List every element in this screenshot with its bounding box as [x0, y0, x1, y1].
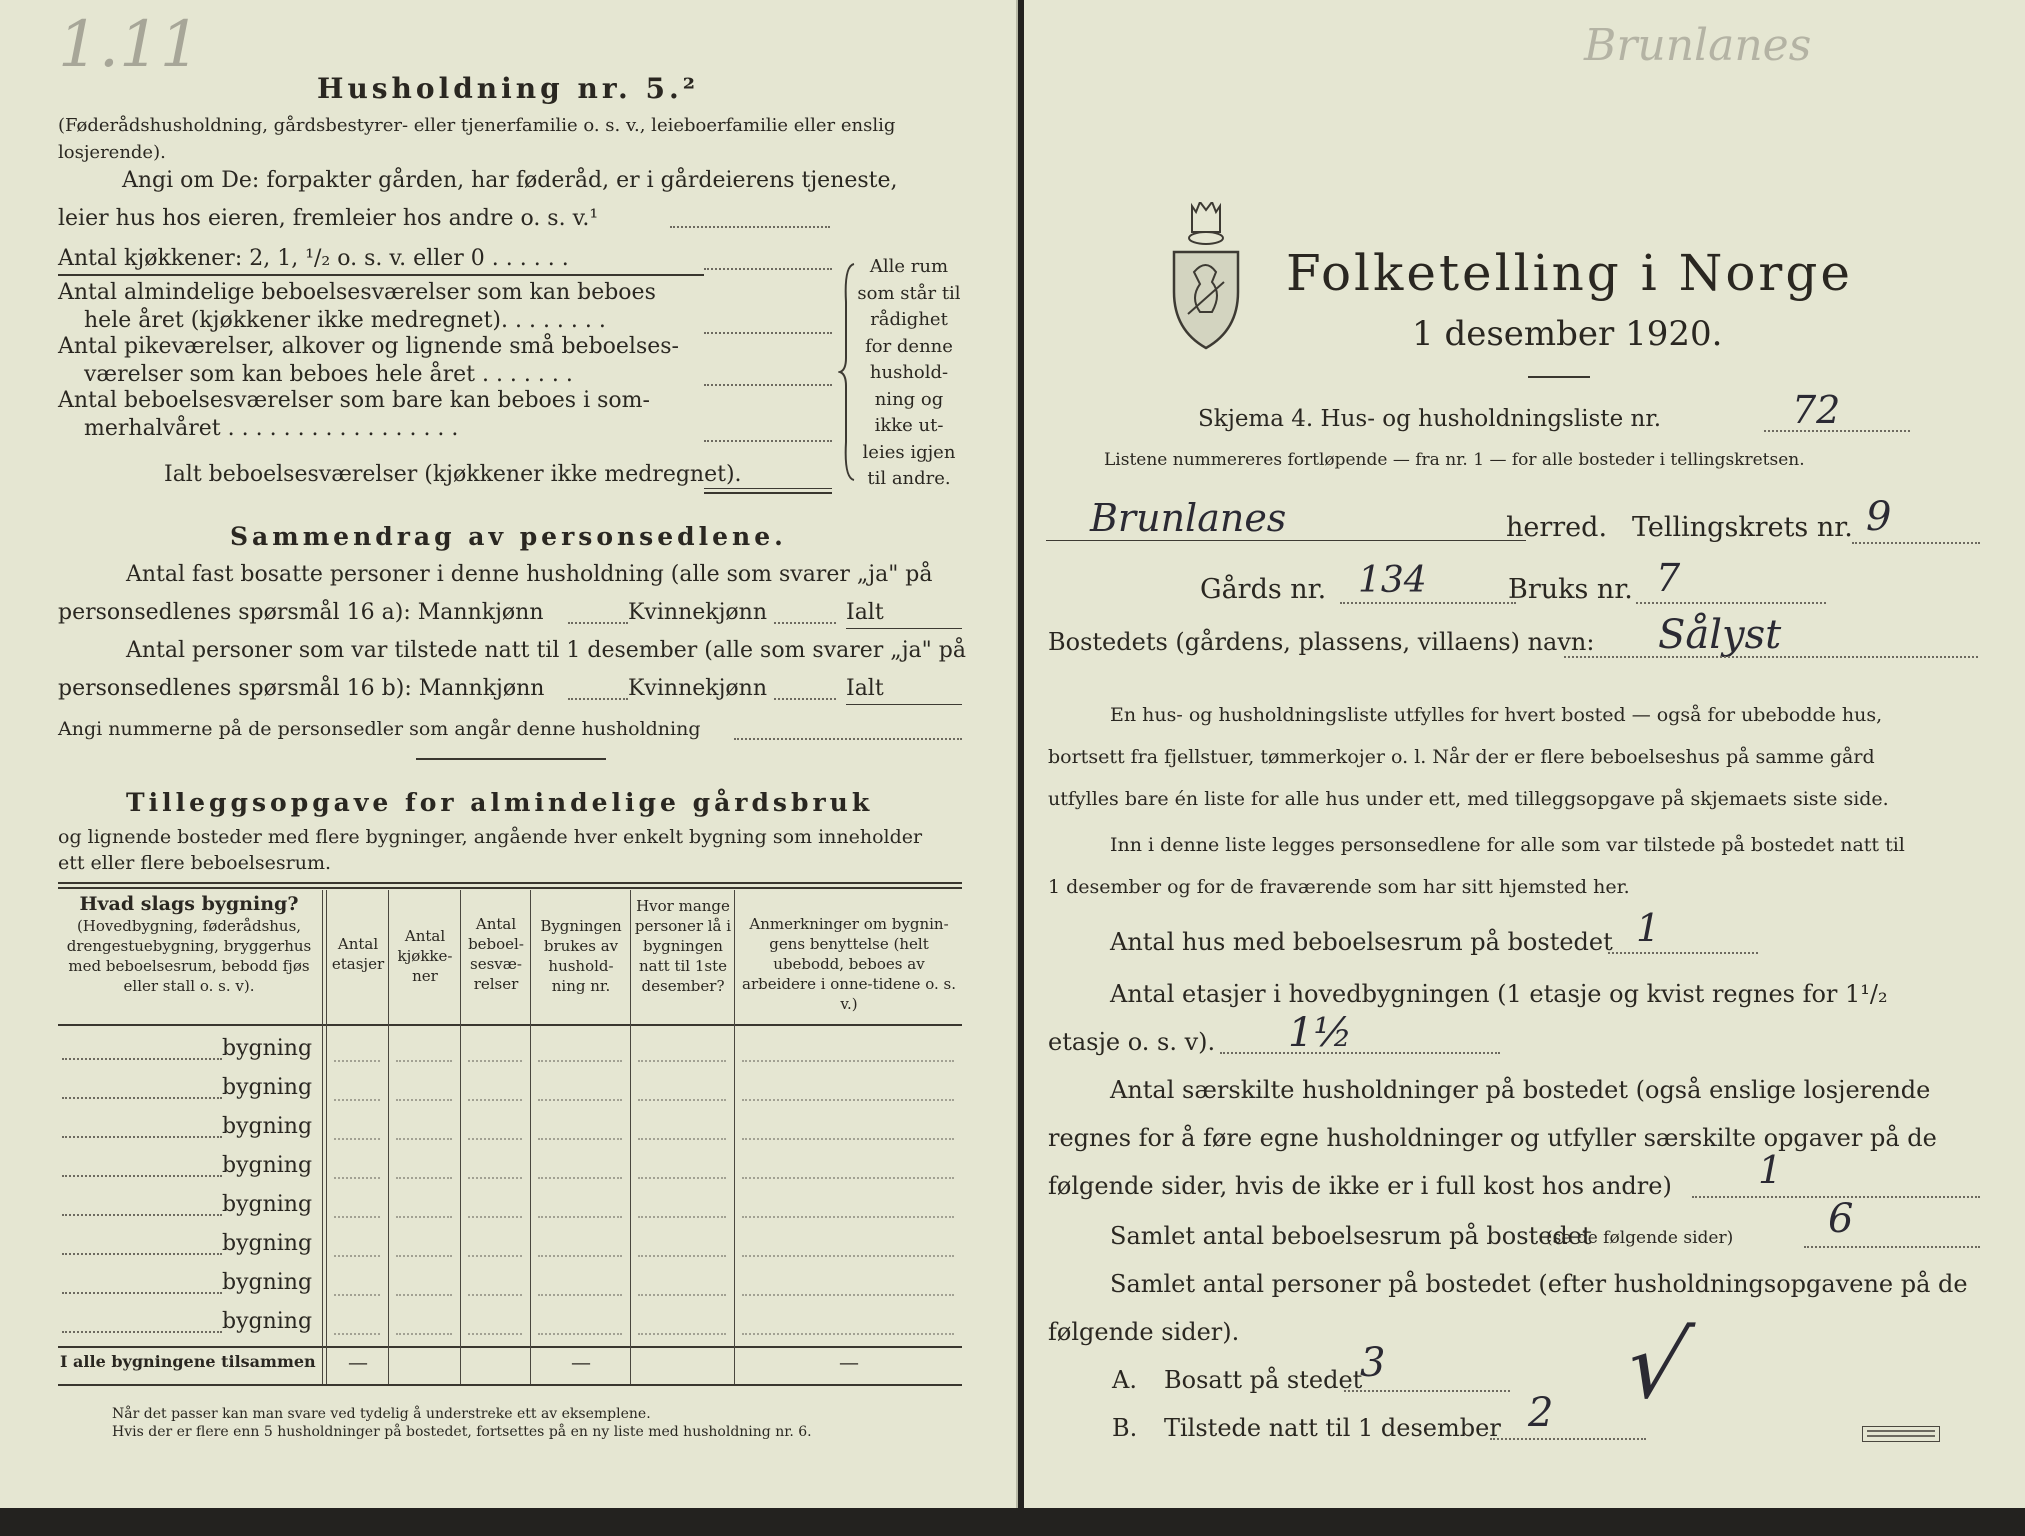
rooms-label: Samlet antal beboelsesrum på bostedet: [1110, 1222, 1592, 1250]
building-row-label: bygning: [222, 1114, 313, 1139]
total-rooms-answer[interactable]: [704, 488, 832, 489]
building-cell-answer[interactable]: [638, 1060, 726, 1062]
tellingskrets-label: Tellingskrets nr.: [1632, 512, 1853, 543]
footnote-1: Når det passer kan man svare ved tydelig å understreke ett av eksemplene.: [112, 1406, 651, 1422]
households-label1: Antal særskilte husholdninger på bostedet (også enslige losjerende: [1110, 1076, 1931, 1104]
side-note-line: leies igjen: [862, 441, 956, 463]
houses-value[interactable]: 1: [1636, 906, 1661, 950]
building-cell-answer[interactable]: [468, 1099, 522, 1101]
side-note-line: for denne: [865, 335, 953, 357]
instruction-line4: Inn i denne liste legges personsedlene for alle som var tilstede på bostedet natt til: [1110, 834, 1905, 856]
floors-label2: etasje o. s. v).: [1048, 1028, 1216, 1056]
building-cell-answer[interactable]: [638, 1333, 726, 1335]
side-note-line: ning og: [874, 388, 944, 410]
present-label: Tilstede natt til 1 desember: [1164, 1414, 1501, 1442]
building-cell-answer[interactable]: [742, 1294, 954, 1296]
kitchens-label: Antal kjøkkener: 2, 1, ¹/₂ o. s. v. eller 0 . . . . . .: [58, 246, 569, 271]
numbers-label: Angi nummerne på de personsedler som angår denne husholdning: [58, 718, 701, 740]
bosted-line: [1564, 656, 1978, 658]
col-header-kitchens: Antal kjøkke-ner: [397, 927, 453, 985]
instruction-line5: 1 desember og for de fraværende som har sitt hjemsted her.: [1048, 876, 1630, 898]
col-header-text: (Hovedbygning, føderådshus, drengestuebygning, bryggerhus med beboelsesrum, bebodd fjøs eller stall o. s. v).: [66, 917, 312, 995]
gards-label: Gårds nr.: [1200, 574, 1327, 605]
maid-rooms-label1: Antal pikeværelser, alkover og lignende små beboelses-: [58, 334, 679, 359]
col-header-title: Hvad slags bygning?: [79, 893, 299, 915]
tenure-question-line2: leier hus hos eieren, fremleier hos andre o. s. v.¹: [58, 206, 599, 231]
building-cell-answer[interactable]: [538, 1138, 622, 1140]
building-type-answer[interactable]: [62, 1058, 222, 1060]
building-cell-answer[interactable]: [638, 1216, 726, 1218]
building-type-answer[interactable]: [62, 1292, 222, 1294]
floors-label1: Antal etasjer i hovedbygningen (1 etasje og kvist regnes for 1¹/₂: [1110, 980, 1888, 1008]
rooms-value[interactable]: 6: [1828, 1196, 1854, 1242]
schema-number-line: [1764, 430, 1910, 432]
building-cell-answer[interactable]: [396, 1060, 452, 1062]
building-cell-answer[interactable]: [538, 1177, 622, 1179]
bruks-label: Bruks nr.: [1508, 574, 1633, 605]
households-value[interactable]: 1: [1758, 1148, 1783, 1192]
side-note-line: hushold-: [869, 362, 949, 383]
building-type-answer[interactable]: [62, 1175, 222, 1177]
building-cell-answer[interactable]: [538, 1255, 622, 1257]
houses-label: Antal hus med beboelsesrum på bostedet: [1110, 928, 1613, 956]
numbers-answer[interactable]: [734, 738, 962, 740]
check-mark: √: [1616, 1312, 1698, 1419]
building-cell-answer[interactable]: [468, 1060, 522, 1062]
right-page: [1024, 0, 2025, 1508]
building-row-label: bygning: [222, 1153, 313, 1178]
resident-line: [1344, 1390, 1510, 1392]
maid-rooms-label2: værelser som kan beboes hele året . . . . . . .: [84, 362, 573, 387]
building-cell-answer[interactable]: [638, 1138, 726, 1140]
building-cell-answer[interactable]: [742, 1138, 954, 1140]
building-type-answer[interactable]: [62, 1253, 222, 1255]
bosted-value[interactable]: Sålyst: [1658, 612, 1782, 658]
corner-scribble: 1.11: [58, 8, 201, 82]
supplement-title: Tilleggsopgave for almindelige gårdsbruk: [126, 788, 874, 817]
title-divider: [1528, 376, 1590, 378]
building-cell-answer[interactable]: [396, 1177, 452, 1179]
households-label2: regnes for å føre egne husholdninger og utfyller særskilte opgaver på de: [1048, 1124, 1937, 1152]
building-cell-answer[interactable]: [468, 1294, 522, 1296]
building-cell-answer[interactable]: [638, 1177, 726, 1179]
kitchens-underline: [58, 274, 704, 276]
section-divider: [416, 758, 606, 760]
maid-rooms-answer[interactable]: [704, 384, 832, 386]
household-intro-note: (Føderådshusholdning, gårdsbestyrer- eller tjenerfamilie o. s. v., leieboerfamilie eller enslig losjerende).: [58, 115, 896, 163]
summary-a-line2: personsedlenes spørsmål 16 a): Mannkjønn: [58, 600, 544, 625]
building-cell-answer[interactable]: [396, 1099, 452, 1101]
building-cell-answer[interactable]: [334, 1060, 380, 1062]
bruks-value[interactable]: 7: [1656, 556, 1681, 600]
building-cell-answer[interactable]: [468, 1216, 522, 1218]
schema-label: Skjema 4. Hus- og husholdningsliste nr.: [1198, 406, 1662, 432]
building-row-label: bygning: [222, 1270, 313, 1295]
building-cell-answer[interactable]: [334, 1177, 380, 1179]
total-row-label: I alle bygningene tilsammen: [60, 1352, 316, 1371]
total-rooms-label: Ialt beboelsesværelser (kjøkkener ikke medregnet).: [164, 462, 742, 487]
building-cell-answer[interactable]: [538, 1333, 622, 1335]
kitchens-answer[interactable]: [704, 268, 832, 270]
building-type-answer[interactable]: [62, 1331, 222, 1333]
printer-stamp: [1862, 1426, 1940, 1442]
building-cell-answer[interactable]: [538, 1294, 622, 1296]
gards-value[interactable]: 134: [1358, 560, 1427, 601]
instruction-line3: utfylles bare én liste for alle hus under ett, med tilleggsopgave på skjemaets siste side.: [1048, 788, 1889, 810]
side-note: [856, 254, 962, 493]
building-cell-answer[interactable]: [468, 1138, 522, 1140]
tellingskrets-line: [1852, 542, 1980, 544]
building-cell-answer[interactable]: [334, 1216, 380, 1218]
summary-b-total-answer[interactable]: [846, 704, 962, 705]
building-cell-answer[interactable]: [334, 1099, 380, 1101]
summary-a-female-answer[interactable]: [774, 622, 836, 624]
rooms-line: [1804, 1246, 1980, 1248]
households-label3: følgende sider, hvis de ikke er i full kost hos andre): [1048, 1172, 1672, 1200]
present-value[interactable]: 2: [1528, 1390, 1554, 1436]
tellingskrets-value[interactable]: 9: [1866, 494, 1892, 540]
present-letter: B.: [1112, 1414, 1138, 1442]
ordinary-rooms-answer[interactable]: [704, 332, 832, 334]
building-cell-answer[interactable]: [334, 1294, 380, 1296]
present-line: [1490, 1438, 1646, 1440]
building-cell-answer[interactable]: [468, 1255, 522, 1257]
building-row-label: bygning: [222, 1036, 313, 1061]
col-header-household-nr: Bygningen brukes av hushold-ning nr.: [540, 917, 622, 995]
building-cell-answer[interactable]: [742, 1060, 954, 1062]
bosted-label: Bostedets (gårdens, plassens, villaens) navn:: [1048, 628, 1595, 656]
building-cell-answer[interactable]: [334, 1255, 380, 1257]
resident-letter: A.: [1112, 1366, 1137, 1394]
building-cell-answer[interactable]: [538, 1060, 622, 1062]
building-cell-answer[interactable]: [742, 1255, 954, 1257]
gards-line: [1340, 602, 1516, 604]
col-header-rooms: Antal beboel-sesvæ-relser: [468, 915, 524, 993]
summer-rooms-answer[interactable]: [704, 440, 832, 442]
side-note-line: til andre.: [867, 468, 951, 489]
building-cell-answer[interactable]: [742, 1177, 954, 1179]
building-cell-answer[interactable]: [334, 1333, 380, 1335]
summer-rooms-label2: merhalvåret . . . . . . . . . . . . . . . . .: [84, 416, 459, 441]
col-header-building-type: [58, 894, 320, 996]
side-note-line: ikke ut-: [874, 415, 944, 436]
summary-a-total-answer[interactable]: [846, 628, 962, 629]
brace-icon: [838, 262, 858, 482]
building-cell-answer[interactable]: [396, 1294, 452, 1296]
left-page: [0, 0, 1018, 1508]
summer-rooms-label1: Antal beboelsesværelser som bare kan beboes i som-: [58, 388, 650, 413]
building-cell-answer[interactable]: [638, 1255, 726, 1257]
persons-label1: Samlet antal personer på bostedet (efter husholdningsopgavene på de: [1110, 1270, 1968, 1298]
summary-b-female-label: Kvinnekjønn: [628, 676, 767, 701]
coat-of-arms-icon: [1166, 202, 1246, 352]
summary-a-line1: Antal fast bosatte personer i denne husholdning (alle som svarer „ja" på: [126, 562, 933, 587]
building-row-label: bygning: [222, 1192, 313, 1217]
schema-number-value[interactable]: 72: [1792, 388, 1841, 432]
building-cell-answer[interactable]: [538, 1099, 622, 1101]
building-cell-answer[interactable]: [334, 1138, 380, 1140]
footnote-2: Hvis der er flere enn 5 husholdninger på bostedet, fortsettes på en ny liste med husholdning nr. 6.: [112, 1424, 812, 1440]
form-title: Folketelling i Norge: [1286, 244, 1853, 302]
resident-value[interactable]: 3: [1360, 1340, 1386, 1386]
col-header-remarks: Anmerkninger om bygnin-gens benyttelse (helt ubebodd, beboes av arbeidere i onne-tidene o. s. v.): [742, 915, 956, 1013]
herred-line: [1046, 540, 1526, 541]
numbering-note: Listene nummereres fortløpende — fra nr. 1 — for alle bosteder i tellingskretsen.: [1104, 450, 1805, 470]
building-cell-answer[interactable]: [396, 1333, 452, 1335]
census-date: 1 desember 1920.: [1412, 314, 1723, 354]
instruction-line2: bortsett fra fjellstuer, tømmerkojer o. l. Når der er flere beboelseshus på samme gård: [1048, 746, 1875, 768]
building-cell-answer[interactable]: [396, 1138, 452, 1140]
houses-line: [1608, 952, 1758, 954]
side-note-line: Alle rum: [869, 256, 949, 277]
building-cell-answer[interactable]: [742, 1333, 954, 1335]
building-row-label: bygning: [222, 1075, 313, 1100]
total-household-dash: —: [571, 1350, 591, 1374]
building-cell-answer[interactable]: [468, 1333, 522, 1335]
summary-a-male-answer[interactable]: [568, 622, 628, 624]
total-floors-dash: —: [348, 1350, 368, 1374]
ordinary-rooms-label1: Antal almindelige beboelsesværelser som kan beboes: [58, 280, 656, 305]
building-type-answer[interactable]: [62, 1097, 222, 1099]
building-cell-answer[interactable]: [468, 1177, 522, 1179]
supplement-desc2: ett eller flere beboelsesrum.: [58, 852, 332, 874]
herred-label: herred.: [1506, 512, 1608, 543]
household-title: Husholdning nr. 5.²: [316, 72, 700, 105]
building-type-answer[interactable]: [62, 1214, 222, 1216]
col-header-floors: Antal etasjer: [331, 935, 385, 973]
summary-b-line2: personsedlenes spørsmål 16 b): Mannkjønn: [58, 676, 545, 701]
building-row-label: bygning: [222, 1309, 313, 1334]
summary-b-line1: Antal personer som var tilstede natt til 1 desember (alle som svarer „ja" på: [126, 638, 966, 663]
side-note-line: som står til: [857, 282, 961, 304]
building-cell-answer[interactable]: [396, 1216, 452, 1218]
summary-a-female-label: Kvinnekjønn: [628, 600, 767, 625]
summary-title: Sammendrag av personsedlene.: [230, 522, 787, 551]
building-row-label: bygning: [222, 1231, 313, 1256]
herred-value[interactable]: Brunlanes: [1090, 496, 1287, 540]
side-note-line: rådighet: [870, 309, 948, 330]
total-rooms-double-rule: [704, 492, 832, 494]
total-remarks-dash: —: [839, 1350, 859, 1374]
resident-label: Bosatt på stedet: [1164, 1366, 1363, 1394]
building-type-answer[interactable]: [62, 1136, 222, 1138]
bruks-line: [1636, 602, 1826, 604]
building-cell-answer[interactable]: [638, 1294, 726, 1296]
building-table: [58, 882, 962, 1394]
floors-line: [1220, 1052, 1500, 1054]
building-cell-answer[interactable]: [638, 1099, 726, 1101]
building-cell-answer[interactable]: [538, 1216, 622, 1218]
summary-b-female-answer[interactable]: [774, 698, 836, 700]
building-cell-answer[interactable]: [742, 1216, 954, 1218]
ordinary-rooms-label2: hele året (kjøkkener ikke medregnet). . . . . . . .: [84, 308, 606, 333]
summary-a-total-label: Ialt: [846, 600, 884, 625]
summary-b-total-label: Ialt: [846, 676, 884, 701]
building-cell-answer[interactable]: [396, 1255, 452, 1257]
building-cell-answer[interactable]: [742, 1099, 954, 1101]
summary-b-male-answer[interactable]: [568, 698, 628, 700]
persons-label2: følgende sider).: [1048, 1318, 1240, 1346]
top-scribble: Brunlanes: [1584, 20, 1812, 71]
supplement-desc1: og lignende bosteder med flere bygninger, angående hver enkelt bygning som inneholder: [58, 826, 923, 848]
col-header-persons: Hvor mange personer lå i bygningen natt til 1ste desember?: [634, 897, 732, 995]
tenure-question-line1: Angi om De: forpakter gården, har føderåd, er i gårdeierens tjeneste,: [122, 168, 898, 193]
rooms-note: (se de følgende sider): [1546, 1228, 1734, 1248]
instruction-line1: En hus- og husholdningsliste utfylles for hvert bosted — også for ubebodde hus,: [1110, 704, 1883, 726]
tenure-answer-line[interactable]: [670, 226, 830, 228]
floors-value[interactable]: 1½: [1288, 1010, 1353, 1056]
